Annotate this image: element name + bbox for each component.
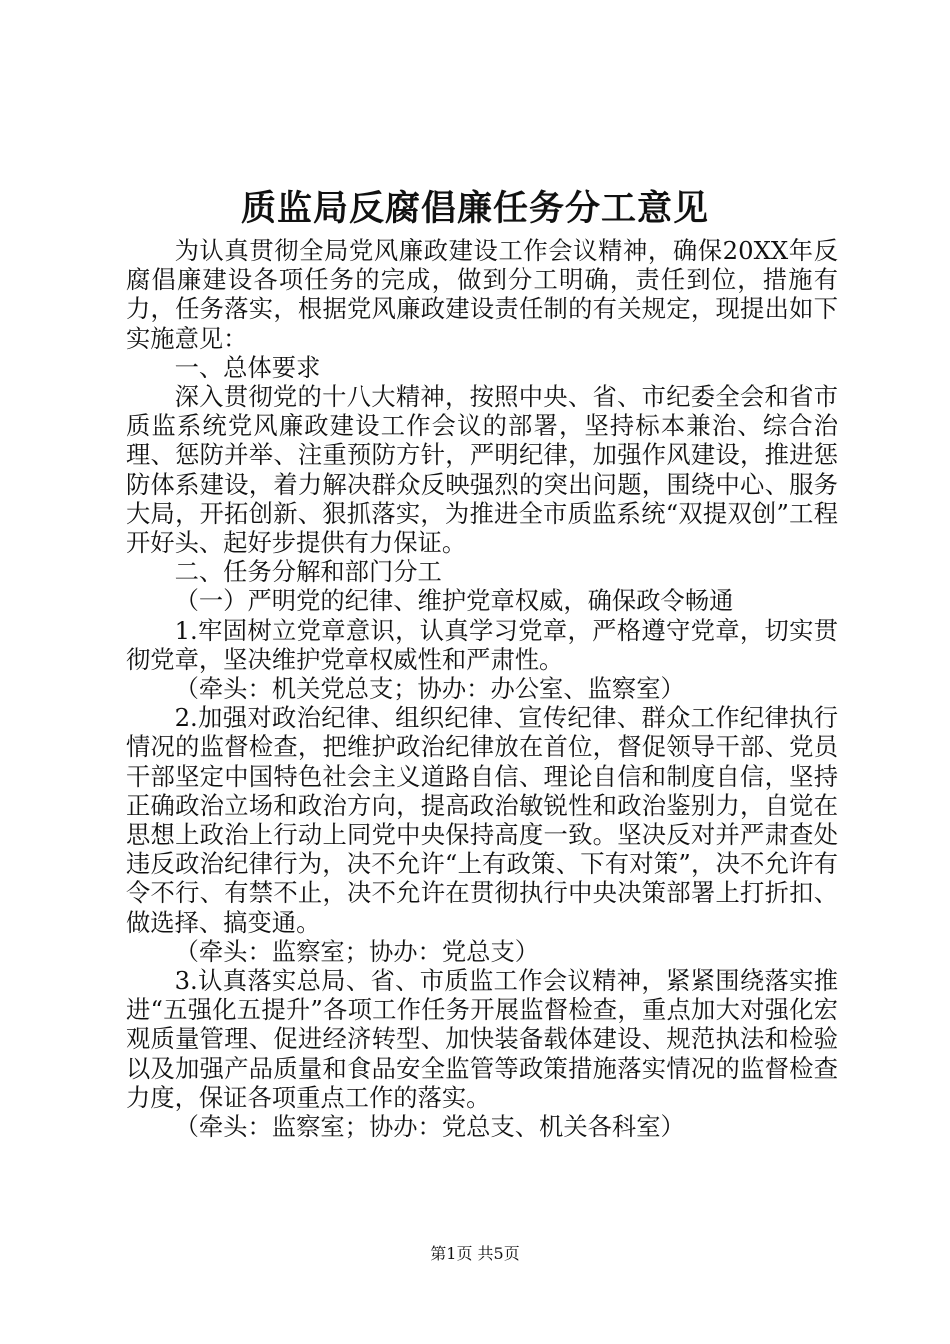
section-heading-2: 二、任务分解和部门分工 [174, 557, 442, 587]
subsection-heading-1: （一）严明党的纪律、维护党章权威，确保政令畅通 [174, 586, 734, 616]
section-heading-1: 一、总体要求 [174, 352, 321, 382]
task-owner-1: （牵头：机关党总支；协办：办公室、监察室） [174, 674, 685, 704]
paragraph-intro: 为认真贯彻全局党风廉政建设工作会议精神，确保20XX年反腐倡廉建设各项任务的完成，做到分工明确，责任到位，措施有力，任务落实，根据党风廉政建设责任制的有关规定，现提出如下实施意见： [126, 236, 838, 353]
document-title: 质监局反腐倡廉任务分工意见 [240, 188, 709, 229]
paragraph-general-requirements: 深入贯彻党的十八大精神，按照中央、省、市纪委全会和省市质监系统党风廉政建设工作会议的部署，坚持标本兼治、综合治理、惩防并举、注重预防方针，严明纪律，加强作风建设，推进惩防体系建设，着力解决群众反映强烈的突出问题，围绕中心、服务大局，开拓创新、狠抓落实，为推进全市质监系统“双提双创”工程开好头、起好步提供有力保证。 [126, 382, 838, 558]
task-owner-3: （牵头：监察室；协办：党总支、机关各科室） [174, 1112, 685, 1142]
task-item-1: 1.牢固树立党章意识，认真学习党章，严格遵守党章，切实贯彻党章，坚决维护党章权威性和严肃性。 [126, 615, 838, 674]
task-item-2: 2.加强对政治纪律、组织纪律、宣传纪律、群众工作纪律执行情况的监督检查，把维护政治纪律放在首位，督促领导干部、党员干部坚定中国特色社会主义道路自信、理论自信和制度自信，坚持正确政治立场和政治方向，提高政治敏锐性和政治鉴别力，自觉在思想上政治上行动上同党中央保持高度一致。坚决反对并严肃查处违反政治纪律行为，决不允许“上有政策、下有对策”，决不允许有令不行、有禁不止，决不允许在贯彻执行中央决策部署上打折扣、做选择、搞变通。 [126, 703, 838, 937]
task-item-3: 3.认真落实总局、省、市质监工作会议精神，紧紧围绕落实推进“五强化五提升”各项工作任务开展监督检查，重点加大对强化宏观质量管理、促进经济转型、加快装备载体建设、规范执法和检验以及加强产品质量和食品安全监管等政策措施落实情况的监督检查力度，保证各项重点工作的落实。 [126, 966, 838, 1112]
document-body [126, 236, 838, 1141]
task-owner-2: （牵头：监察室；协办：党总支） [174, 936, 540, 966]
page-number-footer: 第1页 共5页 [430, 1244, 520, 1263]
